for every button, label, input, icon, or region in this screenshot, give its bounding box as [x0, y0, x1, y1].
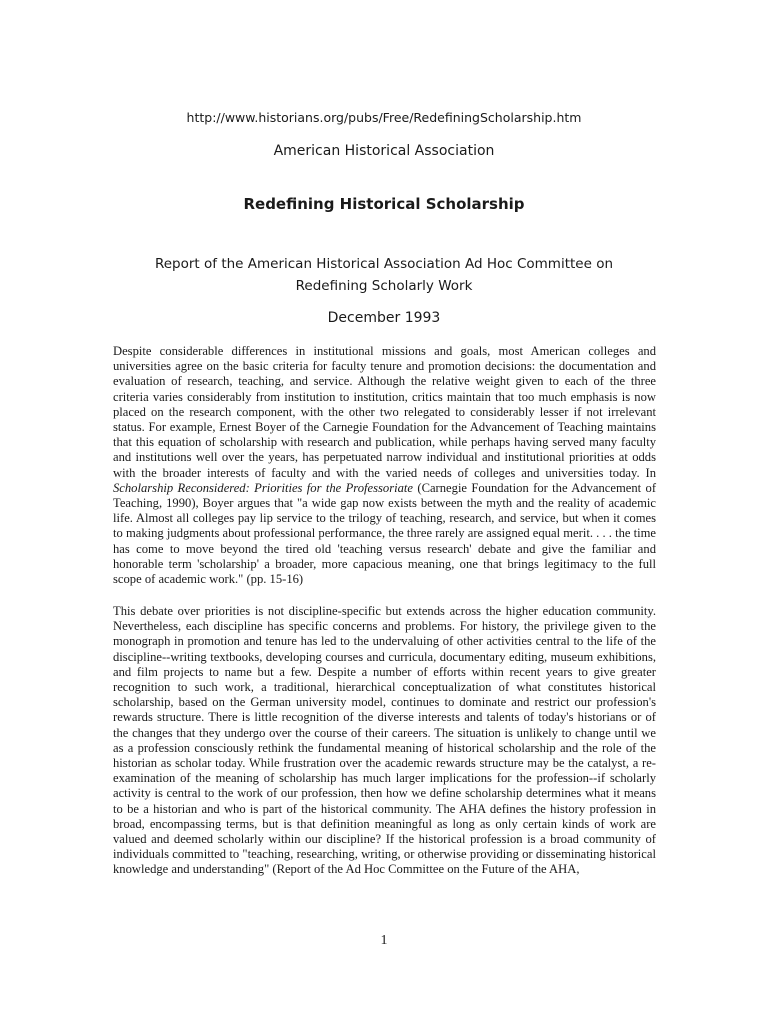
paragraph-1-text-a: Despite considerable differences in institutional missions and goals, most American colleges and universities agree on the basic criteria for faculty tenure and promotion decisions: the documentation and evaluation of research, teaching, and service. Although the relative weight given to each of the three criteria varies considerably from institution to institution, critics maintain that too much emphasis is now placed on the research component, with the other two relegated to considerably lesser if not irrelevant status. For example, Ernest Boyer of the Carnegie Foundation for the Advancement of Teaching maintains that this equation of scholarship with research and publication, while perhaps having served many faculty and institutions well over the years, has perpetuated narrow individual and institutional priorities at odds with the broader interests of faculty and with the varied needs of colleges and universities today. In: [113, 344, 656, 480]
book-title: Scholarship Reconsidered: Priorities for the Professoriate: [113, 480, 414, 495]
paragraph-2: This debate over priorities is not discipline-specific but extends across the higher education community. Nevertheless, each discipline has specific concerns and problems. For history, the privilege given to the monograph in promotion and tenure has led to the undervaluing of other activities central to the life of the discipline--writing textbooks, developing courses and curricula, documentary editing, museum exhibitions, and film projects to name but a few. Despite a number of efforts within recent years to give greater recognition to such work, a traditional, hierarchical conceptualization of what constitutes historical scholarship, based on the German university model, continues to dominate and restrict our profession's rewards structure. There is little recognition of the diverse interests and talents of today's historians or of the changes that they undergo over the course of their careers. The situation is unlikely to change until we as a profession consciously rethink the fundamental meaning of historical scholarship and the role of the historian as scholar today. While frustration over the academic rewards structure may be the catalyst, a re-examination of the meaning of scholarship has much larger implications for the profession--if scholarly activity is central to the work of our profession, then how we define scholarship determines what it means to be a historian and who is part of the historical community. The AHA defines the history profession in broad, encompassing terms, but is that definition meaningful as long as only certain kinds of work are valued and deemed scholarly within our discipline? If the historical profession is a broad community of individuals committed to "teaching, researching, writing, or otherwise providing or disseminating historical knowledge and understanding" (Report of the Ad Hoc Committee on the Future of the AHA,: [113, 604, 656, 877]
paragraph-1-text-b: (Carnegie Foundation for the Advancement of Teaching, 1990), Boyer argues that "a wide gap now exists between the myth and the reality of academic life. Almost all colleges pay lip service to the trilogy of teaching, research, and service, but when it comes to making judgments about professional performance, the three rarely are assigned equal merit. . . . the time has come to move beyond the tired old 'teaching versus research' debate and give the familiar and honorable term 'scholarship' a broader, more capacious meaning, one that brings legitimacy to the full scope of academic work." (pp. 15-16): [113, 480, 657, 587]
subtitle-line-2: Redefining Scholarly Work: [295, 278, 473, 294]
subtitle-line-1: Report of the American Historical Association Ad Hoc Committee on: [154, 256, 614, 272]
document-title: Redefining Historical Scholarship: [243, 195, 525, 213]
page-number: 1: [380, 933, 388, 948]
report-date: December 1993: [327, 310, 441, 326]
report-subtitle: [0, 253, 768, 297]
paragraph-1: [113, 344, 656, 587]
organization-name: American Historical Association: [273, 143, 495, 159]
source-url[interactable]: http://www.historians.org/pubs/Free/RedefiningScholarship.htm: [186, 110, 582, 125]
